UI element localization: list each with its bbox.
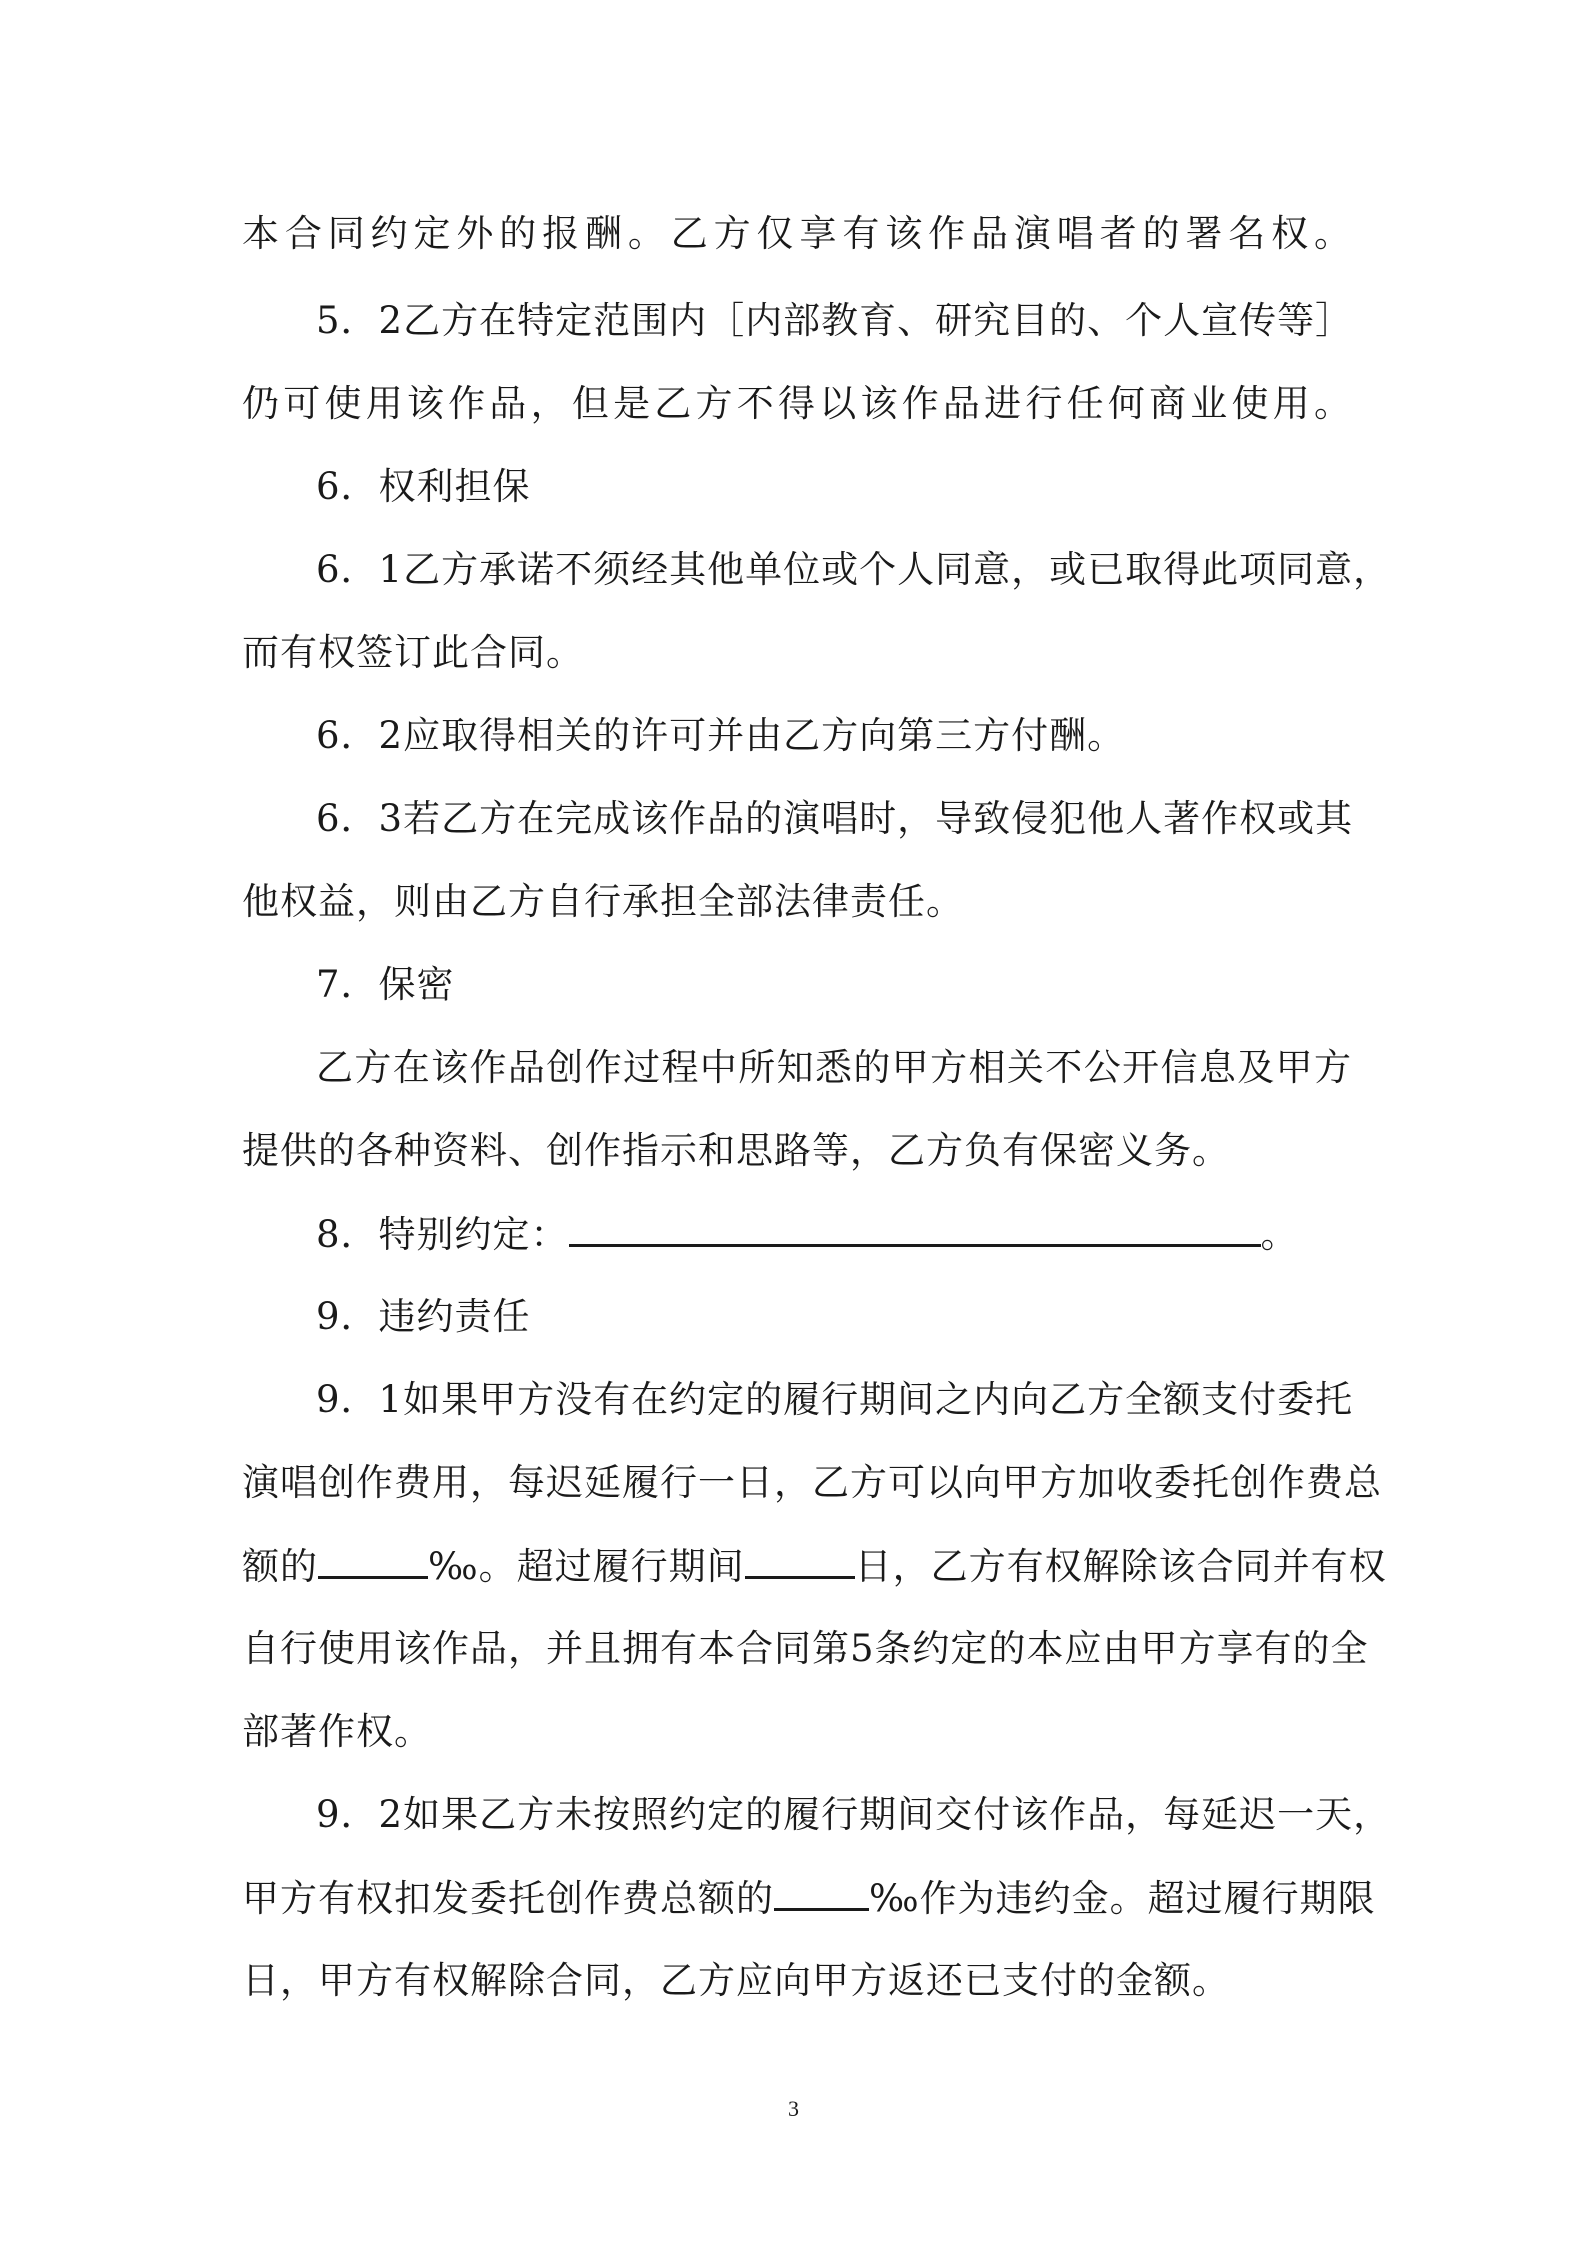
- clause-5-2-line-1: 5．2乙方在特定范围内［内部教育、研究目的、个人宣传等］: [316, 299, 1354, 342]
- overdue-days-blank: [745, 1542, 855, 1579]
- penalty-a-part3: 日，乙方有权解除该合同并有权: [854, 1545, 1387, 1588]
- penalty-b-rate-blank: [774, 1874, 869, 1911]
- section-7-body-line-1: 乙方在该作品创作过程中所知悉的甲方相关不公开信息及甲方: [316, 1046, 1352, 1089]
- special-terms-blank: [569, 1210, 1261, 1247]
- clause-6-1-line-2: 而有权签订此合同。: [242, 631, 584, 674]
- clause-6-2: 6．2应取得相关的许可并由乙方向第三方付酬。: [316, 714, 1126, 757]
- clause-9-1-line-5: 部著作权。: [242, 1710, 432, 1753]
- penalty-rate-blank: [318, 1542, 428, 1579]
- section-7-body-line-2: 提供的各种资料、创作指示和思路等，乙方负有保密义务。: [242, 1129, 1230, 1172]
- clause-9-2-line-3: 日，甲方有权解除合同，乙方应向甲方返还已支付的金额。: [242, 1959, 1230, 2002]
- clause-9-1-line-4: 自行使用该作品，并且拥有本合同第5条约定的本应由甲方享有的全: [242, 1627, 1369, 1670]
- section-8-label: 8．特别约定：: [316, 1213, 569, 1256]
- section-6-heading: 6．权利担保: [316, 465, 531, 508]
- clause-9-1-line-1: 9．1如果甲方没有在约定的履行期间之内向乙方全额支付委托: [316, 1378, 1354, 1421]
- clause-6-1-line-1: 6．1乙方承诺不须经其他单位或个人同意，或已取得此项同意，: [316, 548, 1392, 591]
- clause-9-2-line-1: 9．2如果乙方未按照约定的履行期间交付该作品，每延迟一天，: [316, 1793, 1392, 1836]
- section-8-end: 。: [1260, 1213, 1299, 1256]
- clause-9-2-line-2: [242, 1874, 1376, 1922]
- text-line: 本合同约定外的报酬。乙方仅享有该作品演唱者的署名权。: [242, 212, 1352, 255]
- clause-6-3-line-2: 他权益，则由乙方自行承担全部法律责任。: [242, 880, 964, 923]
- penalty-b-part2: ‰作为违约金。超过履行期限: [869, 1877, 1376, 1920]
- section-7-heading: 7．保密: [316, 963, 455, 1006]
- clause-9-1-line-2: 演唱创作费用，每迟延履行一日，乙方可以向甲方加收委托创作费总: [242, 1461, 1382, 1504]
- penalty-a-part2: ‰。超过履行期间: [428, 1545, 745, 1588]
- clause-6-3-line-1: 6．3若乙方在完成该作品的演唱时，导致侵犯他人著作权或其: [316, 797, 1354, 840]
- penalty-a-part1: 额的: [242, 1545, 318, 1588]
- clause-5-2-line-2: 仍可使用该作品，但是乙方不得以该作品进行任何商业使用。: [242, 382, 1352, 425]
- clause-9-1-line-3: [242, 1542, 1387, 1590]
- penalty-b-part1: 甲方有权扣发委托创作费总额的: [242, 1877, 774, 1920]
- page-number: 3: [788, 2096, 799, 2121]
- section-8-line: [316, 1210, 1352, 1258]
- section-9-heading: 9．违约责任: [316, 1295, 531, 1338]
